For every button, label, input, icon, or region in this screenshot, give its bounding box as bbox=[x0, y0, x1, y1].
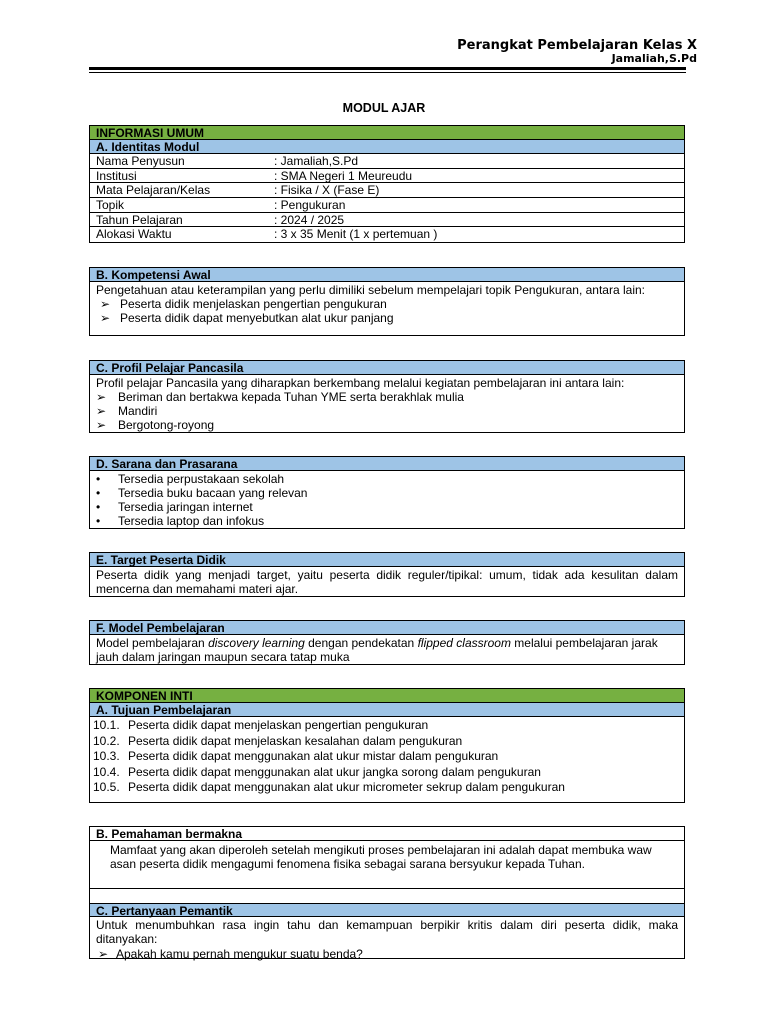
list-item bbox=[90, 734, 684, 750]
list-item bbox=[90, 749, 684, 765]
target-peserta-section bbox=[89, 552, 685, 597]
model-text-part: dengan pendekatan bbox=[304, 636, 418, 650]
pemahaman-heading: B. Pemahaman bermakna bbox=[90, 827, 684, 841]
list-item bbox=[90, 947, 684, 961]
model-pembelajaran-section bbox=[89, 620, 685, 665]
list-item bbox=[96, 486, 678, 500]
sarana-heading: D. Sarana dan Prasarana bbox=[90, 457, 684, 471]
list-item-text: Apakah kamu pernah mengukur suatu benda? bbox=[116, 947, 363, 961]
list-item-text: Peserta didik dapat menyebutkan alat ukur panjang bbox=[120, 311, 394, 325]
row-value: : Pengukuran bbox=[274, 198, 346, 213]
bullet-icon: • bbox=[96, 500, 101, 514]
list-item bbox=[96, 297, 678, 311]
list-item-text: Mandiri bbox=[118, 404, 158, 418]
row-value: : Jamaliah,S.Pd bbox=[274, 154, 359, 168]
header-author: Jamaliah,S.Pd bbox=[611, 52, 697, 65]
arrow-icon: ➢ bbox=[98, 947, 109, 961]
informasi-umum-heading: INFORMASI UMUM bbox=[90, 126, 684, 140]
komponen-inti-section bbox=[89, 688, 685, 803]
komponen-heading: KOMPONEN INTI bbox=[90, 689, 684, 703]
header-rule-thick bbox=[89, 67, 686, 70]
header-rule-thin bbox=[89, 72, 686, 73]
header-title: Perangkat Pembelajaran Kelas X bbox=[457, 38, 697, 53]
bullet-icon: • bbox=[96, 514, 101, 528]
row-label: Nama Penyusun bbox=[96, 154, 185, 168]
pemantik-intro: Untuk menumbuhkan rasa ingin tahu dan kemampuan berpikir kritis dalam diri peserta didik, maka ditanyakan: bbox=[96, 918, 678, 946]
list-item bbox=[96, 472, 678, 486]
item-number: 10.4. bbox=[93, 764, 120, 779]
table-row bbox=[90, 169, 684, 184]
list-item-text: Tersedia buku bacaan yang relevan bbox=[118, 486, 308, 500]
list-item-text: Peserta didik menjelaskan pengertian pengukuran bbox=[120, 297, 387, 311]
model-text-italic: flipped classroom bbox=[417, 636, 511, 650]
model-text bbox=[90, 635, 684, 665]
list-item bbox=[96, 418, 678, 432]
arrow-icon: ➢ bbox=[96, 390, 107, 404]
arrow-icon: ➢ bbox=[100, 311, 111, 325]
row-value: : Fisika / X (Fase E) bbox=[274, 183, 380, 198]
sarana-prasarana-section bbox=[89, 456, 685, 529]
arrow-icon: ➢ bbox=[100, 297, 111, 311]
row-label: Tahun Pelajaran bbox=[96, 212, 183, 227]
list-item-text: Tersedia perpustakaan sekolah bbox=[118, 472, 285, 486]
item-number: 10.5. bbox=[93, 780, 120, 794]
pemantik-heading: C. Pertanyaan Pemantik bbox=[90, 903, 684, 917]
page-title: MODUL AJAR bbox=[342, 101, 426, 115]
list-item bbox=[90, 765, 684, 781]
profil-heading: C. Profil Pelajar Pancasila bbox=[90, 361, 684, 375]
table-row bbox=[90, 227, 684, 242]
list-item-text: Peserta didik dapat menggunakan alat ukur mistar dalam pengukuran bbox=[128, 749, 499, 763]
bullet-icon: • bbox=[96, 486, 101, 500]
item-number: 10.2. bbox=[93, 733, 120, 748]
list-item-text: Peserta didik dapat menggunakan alat ukur micrometer sekrup dalam pengukuran bbox=[128, 780, 565, 794]
row-value: : SMA Negeri 1 Meureudu bbox=[274, 168, 413, 183]
arrow-icon: ➢ bbox=[96, 418, 107, 432]
pemahaman-text: Mamfaat yang akan diperoleh setelah mengikuti proses pembelajaran ini adalah dapat membuka waw asan peserta didik mengagumi fenomena fisika sebagai sarana bersyukur kepada Tuhan. bbox=[110, 843, 652, 871]
model-text-part: Model pembelajaran bbox=[96, 636, 209, 650]
row-label: Alokasi Waktu bbox=[96, 227, 172, 242]
kompetensi-awal-section bbox=[89, 267, 685, 336]
table-row bbox=[90, 154, 684, 169]
list-item-text: Beriman dan bertakwa kepada Tuhan YME serta berakhlak mulia bbox=[118, 390, 464, 404]
tujuan-heading: A. Tujuan Pembelajaran bbox=[90, 703, 684, 717]
list-item-text: Bergotong-royong bbox=[118, 418, 215, 432]
item-number: 10.3. bbox=[93, 749, 120, 763]
list-item bbox=[96, 514, 678, 528]
list-item-text: Peserta didik dapat menjelaskan kesalahan dalam pengukuran bbox=[128, 733, 463, 748]
item-number: 10.1. bbox=[93, 718, 120, 732]
bullet-icon: • bbox=[96, 472, 101, 486]
profil-intro: Profil pelajar Pancasila yang diharapkan berkembang melalui kegiatan pembelajaran ini antara lain: bbox=[96, 376, 625, 390]
list-item bbox=[96, 390, 678, 404]
model-text-part: melalui pembelajaran jarak jauh dalam jaringan maupun secara tatap muka bbox=[96, 636, 658, 664]
table-row bbox=[90, 213, 684, 228]
blank-row bbox=[90, 888, 684, 903]
table-row bbox=[90, 198, 684, 213]
list-item-text: Tersedia jaringan internet bbox=[118, 500, 253, 514]
row-label: Institusi bbox=[96, 168, 137, 183]
pemahaman-pemantik-section bbox=[89, 826, 685, 959]
row-label: Topik bbox=[96, 198, 125, 213]
model-heading: F. Model Pembelajaran bbox=[90, 621, 684, 635]
kompetensi-heading: B. Kompetensi Awal bbox=[90, 268, 684, 282]
profil-pancasila-section bbox=[89, 360, 685, 433]
model-text-italic: discovery learning bbox=[208, 636, 305, 650]
kompetensi-intro: Pengetahuan atau keterampilan yang perlu dimiliki sebelum mempelajari topik Pengukuran, antara lain: bbox=[96, 283, 645, 297]
list-item bbox=[96, 404, 678, 418]
list-item bbox=[96, 311, 678, 325]
target-heading: E. Target Peserta Didik bbox=[90, 553, 684, 567]
list-item bbox=[90, 780, 684, 796]
informasi-umum-table bbox=[89, 125, 685, 243]
list-item-text: Peserta didik dapat menjelaskan pengertian pengukuran bbox=[128, 718, 429, 732]
list-item-text: Tersedia laptop dan infokus bbox=[118, 514, 265, 528]
row-label: Mata Pelajaran/Kelas bbox=[96, 183, 211, 198]
list-item bbox=[90, 718, 684, 734]
target-text: Peserta didik yang menjadi target, yaitu peserta didik reguler/tipikal: umum, tidak ada kesulitan dalam mencerna dan memahami materi ajar. bbox=[96, 568, 678, 596]
arrow-icon: ➢ bbox=[96, 404, 107, 418]
row-value: : 2024 / 2025 bbox=[274, 212, 345, 227]
row-value: : 3 x 35 Menit (1 x pertemuan ) bbox=[274, 227, 438, 242]
list-item bbox=[96, 500, 678, 514]
table-row bbox=[90, 183, 684, 198]
list-item-text: Peserta didik dapat menggunakan alat ukur jangka sorong dalam pengukuran bbox=[128, 764, 541, 779]
identitas-heading: A. Identitas Modul bbox=[90, 140, 684, 154]
